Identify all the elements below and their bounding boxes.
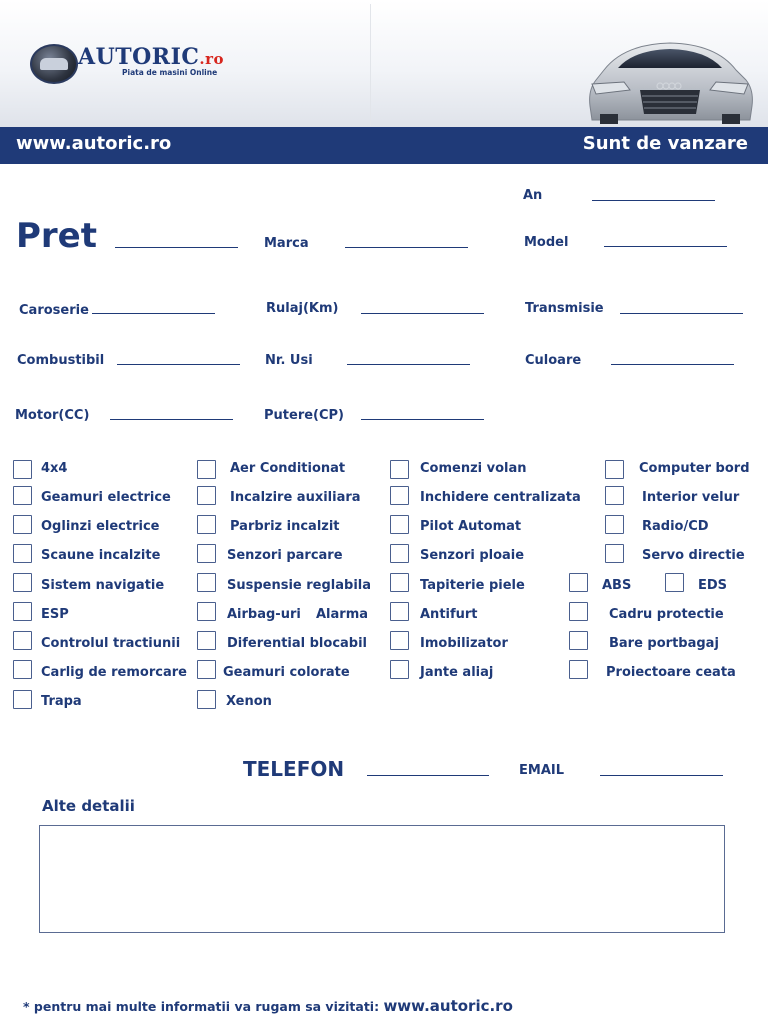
checkbox-geamuri-colorate[interactable]: [197, 660, 216, 679]
option-aer-conditionat: Aer Conditionat: [230, 461, 346, 476]
checkbox-eds[interactable]: [665, 573, 684, 592]
checkbox-imobilizator[interactable]: [390, 631, 409, 650]
marca-label: Marca: [264, 236, 309, 251]
option-4x4: 4x4: [41, 461, 68, 476]
option-servo-directie: Servo directie: [642, 548, 745, 563]
rulaj-label: Rulaj(Km): [266, 301, 339, 316]
email-label: EMAIL: [519, 763, 564, 778]
option-incalzire-auxiliara: Incalzire auxiliara: [230, 490, 361, 505]
logo-text: [78, 44, 224, 70]
nr-usi-field[interactable]: [347, 364, 470, 365]
checkbox-bare-portbagaj[interactable]: [569, 631, 588, 650]
option-comenzi-volan: Comenzi volan: [420, 461, 527, 476]
checkbox-antifurt[interactable]: [390, 602, 409, 621]
checkbox-aer-conditionat[interactable]: [197, 460, 216, 479]
nr-usi-label: Nr. Usi: [265, 353, 313, 368]
checkbox-esp[interactable]: [13, 602, 32, 621]
car-front-icon: [584, 40, 756, 126]
checkbox-suspensie-reglabila[interactable]: [197, 573, 216, 592]
putere-field[interactable]: [361, 419, 484, 420]
pret-label: Pret: [16, 216, 97, 256]
caroserie-label: Caroserie: [19, 303, 89, 318]
checkbox-senzori-parcare[interactable]: [197, 544, 216, 563]
pret-field[interactable]: [115, 247, 238, 248]
option-alarma: Alarma: [316, 607, 369, 622]
option-inchidere-centralizata: Inchidere centralizata: [420, 490, 581, 505]
alte-detalii-textarea[interactable]: [39, 825, 725, 933]
checkbox-inchidere-centralizata[interactable]: [390, 486, 409, 505]
putere-label: Putere(CP): [264, 408, 344, 423]
option-trapa: Trapa: [41, 694, 82, 709]
option-scaune-incalzite: Scaune incalzite: [41, 548, 161, 563]
option-oglinzi-electrice: Oglinzi electrice: [41, 519, 160, 534]
option-proiectoare-ceata: Proiectoare ceata: [606, 665, 736, 680]
model-field[interactable]: [604, 246, 727, 247]
option-esp: ESP: [41, 607, 69, 622]
telefon-field[interactable]: [367, 775, 489, 776]
checkbox-tapiterie-piele[interactable]: [390, 573, 409, 592]
checkbox-carlig-de-remorcare[interactable]: [13, 660, 32, 679]
checkbox-controlul-tractiunii[interactable]: [13, 631, 32, 650]
option-parbriz-incalzit: Parbriz incalzit: [230, 519, 340, 534]
email-field[interactable]: [600, 775, 723, 776]
logo-tld: .ro: [199, 50, 225, 68]
autoric-logo[interactable]: [30, 42, 260, 84]
checkbox-4x4[interactable]: [13, 460, 32, 479]
option-geamuri-electrice: Geamuri electrice: [41, 490, 171, 505]
checkbox-proiectoare-ceata[interactable]: [569, 660, 588, 679]
option-pilot-automat: Pilot Automat: [420, 519, 522, 534]
footer-note: [23, 997, 513, 1015]
option-airbag-uri: Airbag-uri: [227, 607, 301, 622]
checkbox-parbriz-incalzit[interactable]: [197, 515, 216, 534]
an-field[interactable]: [592, 200, 715, 201]
option-radio-cd: Radio/CD: [642, 519, 709, 534]
checkbox-computer-bord[interactable]: [605, 460, 624, 479]
option-diferential-blocabil: Diferential blocabil: [227, 636, 368, 651]
checkbox-incalzire-auxiliara[interactable]: [197, 486, 216, 505]
option-tapiterie-piele: Tapiterie piele: [420, 578, 525, 593]
option-bare-portbagaj: Bare portbagaj: [609, 636, 719, 651]
marca-field[interactable]: [345, 247, 468, 248]
option-geamuri-colorate: Geamuri colorate: [223, 665, 350, 680]
logo-badge-icon: [30, 44, 78, 84]
logo-tagline: Piata de masini Online: [122, 68, 218, 77]
option-jante-aliaj: Jante aliaj: [420, 665, 494, 680]
checkbox-sistem-navigatie[interactable]: [13, 573, 32, 592]
transmisie-field[interactable]: [620, 313, 743, 314]
title-banner: [0, 127, 768, 164]
transmisie-label: Transmisie: [525, 301, 604, 316]
checkbox-xenon[interactable]: [197, 690, 216, 709]
option-imobilizator: Imobilizator: [420, 636, 508, 651]
checkbox-senzori-ploaie[interactable]: [390, 544, 409, 563]
option-senzori-parcare: Senzori parcare: [227, 548, 343, 563]
checkbox-servo-directie[interactable]: [605, 544, 624, 563]
option-carlig-de-remorcare: Carlig de remorcare: [41, 665, 187, 680]
telefon-label: TELEFON: [243, 757, 345, 781]
checkbox-abs[interactable]: [569, 573, 588, 592]
option-controlul-tractiunii: Controlul tractiunii: [41, 636, 181, 651]
checkbox-cadru-protectie[interactable]: [569, 602, 588, 621]
rulaj-field[interactable]: [361, 313, 484, 314]
logo-name: AUTORIC: [78, 44, 200, 70]
option-sistem-navigatie: Sistem navigatie: [41, 578, 165, 593]
logo-car-icon: [40, 58, 68, 70]
option-eds: EDS: [698, 578, 728, 593]
alte-detalii-label: Alte detalii: [42, 797, 135, 815]
checkbox-geamuri-electrice[interactable]: [13, 486, 32, 505]
combustibil-field[interactable]: [117, 364, 240, 365]
header-divider: [370, 4, 371, 126]
culoare-field[interactable]: [611, 364, 734, 365]
checkbox-radio-cd[interactable]: [605, 515, 624, 534]
checkbox-oglinzi-electrice[interactable]: [13, 515, 32, 534]
motor-field[interactable]: [110, 419, 233, 420]
option-abs: ABS: [602, 578, 632, 593]
checkbox-pilot-automat[interactable]: [390, 515, 409, 534]
option-senzori-ploaie: Senzori ploaie: [420, 548, 525, 563]
banner-title: Sunt de vanzare: [582, 133, 748, 154]
option-computer-bord: Computer bord: [639, 461, 750, 476]
checkbox-diferential-blocabil[interactable]: [197, 631, 216, 650]
option-interior-velur: Interior velur: [642, 490, 740, 505]
checkbox-scaune-incalzite[interactable]: [13, 544, 32, 563]
footer-text: * pentru mai multe informatii va rugam sa vizitati:: [23, 999, 380, 1014]
option-suspensie-reglabila: Suspensie reglabila: [227, 578, 372, 593]
checkbox-comenzi-volan[interactable]: [390, 460, 409, 479]
checkbox-jante-aliaj[interactable]: [390, 660, 409, 679]
model-label: Model: [524, 235, 569, 250]
checkbox-airbag-uri[interactable]: [197, 602, 216, 621]
an-label: An: [523, 188, 543, 203]
option-cadru-protectie: Cadru protectie: [609, 607, 724, 622]
checkbox-interior-velur[interactable]: [605, 486, 624, 505]
checkbox-trapa[interactable]: [13, 690, 32, 709]
option-antifurt: Antifurt: [420, 607, 478, 622]
footer-link[interactable]: www.autoric.ro: [383, 997, 513, 1015]
option-xenon: Xenon: [226, 694, 272, 709]
motor-label: Motor(CC): [15, 408, 90, 423]
caroserie-field[interactable]: [92, 313, 215, 314]
culoare-label: Culoare: [525, 353, 582, 368]
combustibil-label: Combustibil: [17, 353, 105, 368]
website-link[interactable]: www.autoric.ro: [16, 133, 172, 154]
